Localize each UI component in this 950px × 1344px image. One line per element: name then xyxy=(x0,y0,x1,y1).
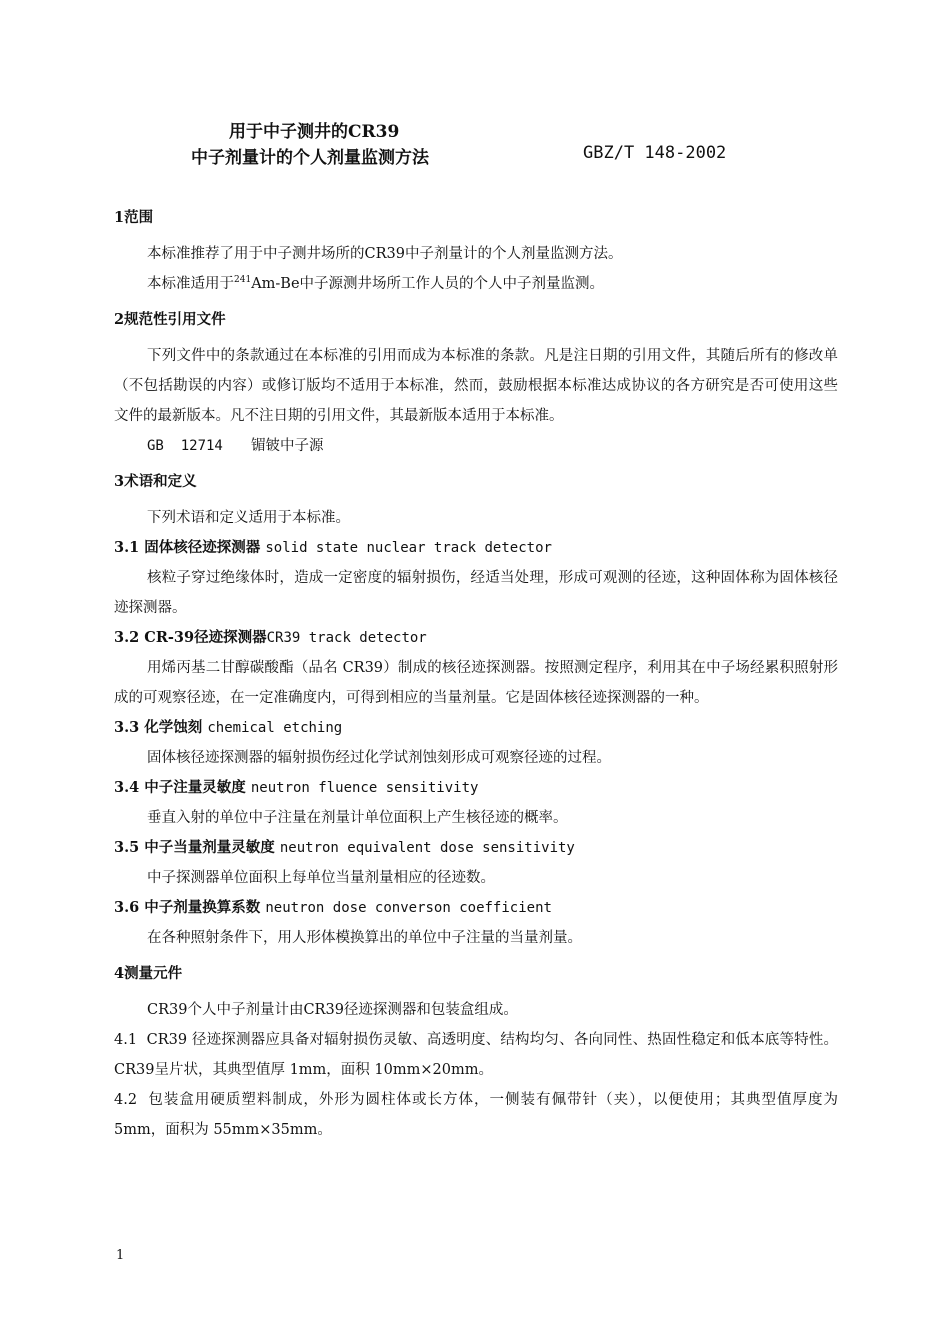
document-title-line2: 中子剂量计的个人剂量监测方法 xyxy=(191,148,429,168)
term-heading xyxy=(114,893,838,923)
term-definition: 用烯丙基二甘醇碳酸酯（品名 CR39）制成的核径迹探测器。按照测定程序，利用其在中子场经累积照射形成的可观察径迹，在一定准确度内，可得到相应的当量剂量。它是固体核径迹探测器的一种。 xyxy=(114,660,838,706)
standard-number: GBZ/T 148-2002 xyxy=(583,143,727,163)
section-heading-normative-references: 2规范性引用文件 xyxy=(114,311,226,328)
term-number: 3.3 xyxy=(114,719,140,736)
paragraph: 本标准推荐了用于中子测井场所的CR39中子剂量计的个人剂量监测方法。 xyxy=(147,246,623,262)
page-number: 1 xyxy=(116,1248,125,1263)
paragraph: 下列术语和定义适用于本标准。 xyxy=(147,510,350,526)
clause-number: 4.1 xyxy=(114,1032,138,1048)
term-en: neutron fluence sensitivity xyxy=(250,780,479,796)
section-heading-measurement-element: 4测量元件 xyxy=(114,965,183,982)
clause-number: 4.2 xyxy=(114,1092,138,1108)
term-zh: 中子注量灵敏度 xyxy=(144,779,246,796)
term-number: 3.1 xyxy=(114,539,140,556)
term-definition: 固体核径迹探测器的辐射损伤经过化学试剂蚀刻形成可观察径迹的过程。 xyxy=(147,750,611,766)
term-definition: 核粒子穿过绝缘体时，造成一定密度的辐射损伤，经适当处理，形成可观测的径迹，这种固体称为固体核径迹探测器。 xyxy=(114,570,838,616)
term-number: 3.4 xyxy=(114,779,140,796)
clause-paragraph xyxy=(114,1085,838,1145)
term-zh: 固体核径迹探测器 xyxy=(144,539,261,556)
clause-text: CR39 径迹探测器应具备对辐射损伤灵敏、高透明度、结构均匀、各向同性、热固性稳定和低本底等特性。CR39呈片状，其典型值厚 1mm，面积 10mm×20mm。 xyxy=(114,1032,839,1078)
reference-code: GB 12714 xyxy=(147,438,223,454)
term-number: 3.6 xyxy=(114,899,140,916)
paragraph: 下列文件中的条款通过在本标准的引用而成为本标准的条款。凡是注日期的引用文件，其随后所有的修改单（不包括勘误的内容）或修订版均不适用于本标准，然而，鼓励根据本标准达成协议的各方研究是否可使用这些文件的最新版本。凡不注日期的引用文件，其最新版本适用于本标准。 xyxy=(114,348,838,424)
term-zh: CR-39径迹探测器 xyxy=(144,629,267,646)
reference-entry xyxy=(114,431,838,461)
text-run: Am-Be中子源测井场所工作人员的个人中子剂量监测。 xyxy=(251,276,605,292)
section-heading-terms: 3术语和定义 xyxy=(114,473,197,490)
term-definition: 在各种照射条件下，用人形体模换算出的单位中子注量的当量剂量。 xyxy=(147,930,582,946)
text-run: 本标准适用于 xyxy=(147,276,234,292)
term-en: neutron dose converson coefficient xyxy=(265,900,552,916)
paragraph xyxy=(114,269,838,299)
term-heading xyxy=(114,623,838,653)
document-title-line1: 用于中子测井的CR39 xyxy=(229,122,400,142)
term-heading xyxy=(114,833,838,863)
term-heading xyxy=(114,533,838,563)
term-en: chemical etching xyxy=(207,720,343,736)
paragraph: CR39个人中子剂量计由CR39径迹探测器和包装盒组成。 xyxy=(147,1002,518,1018)
term-heading xyxy=(114,713,838,743)
reference-title: 镅铍中子源 xyxy=(251,438,324,454)
term-en: CR39 track detector xyxy=(266,630,427,646)
term-number: 3.2 xyxy=(114,629,140,646)
term-zh: 中子剂量换算系数 xyxy=(144,899,261,916)
section-heading-scope: 1范围 xyxy=(114,209,154,226)
term-en: solid state nuclear track detector xyxy=(265,540,552,556)
term-zh: 化学蚀刻 xyxy=(144,719,203,736)
clause-text: 包装盒用硬质塑料制成，外形为圆柱体或长方体，一侧装有佩带针（夹），以便使用；其典型值厚度为 5mm，面积为 55mm×35mm。 xyxy=(114,1092,839,1138)
term-heading xyxy=(114,773,838,803)
term-number: 3.5 xyxy=(114,839,140,856)
term-en: neutron equivalent dose sensitivity xyxy=(279,840,575,856)
superscript: 241 xyxy=(234,275,252,285)
term-zh: 中子当量剂量灵敏度 xyxy=(144,839,275,856)
clause-paragraph xyxy=(114,1025,838,1085)
term-definition: 中子探测器单位面积上每单位当量剂量相应的径迹数。 xyxy=(147,870,495,886)
term-definition: 垂直入射的单位中子注量在剂量计单位面积上产生核径迹的概率。 xyxy=(147,810,568,826)
document-body xyxy=(114,203,838,1145)
